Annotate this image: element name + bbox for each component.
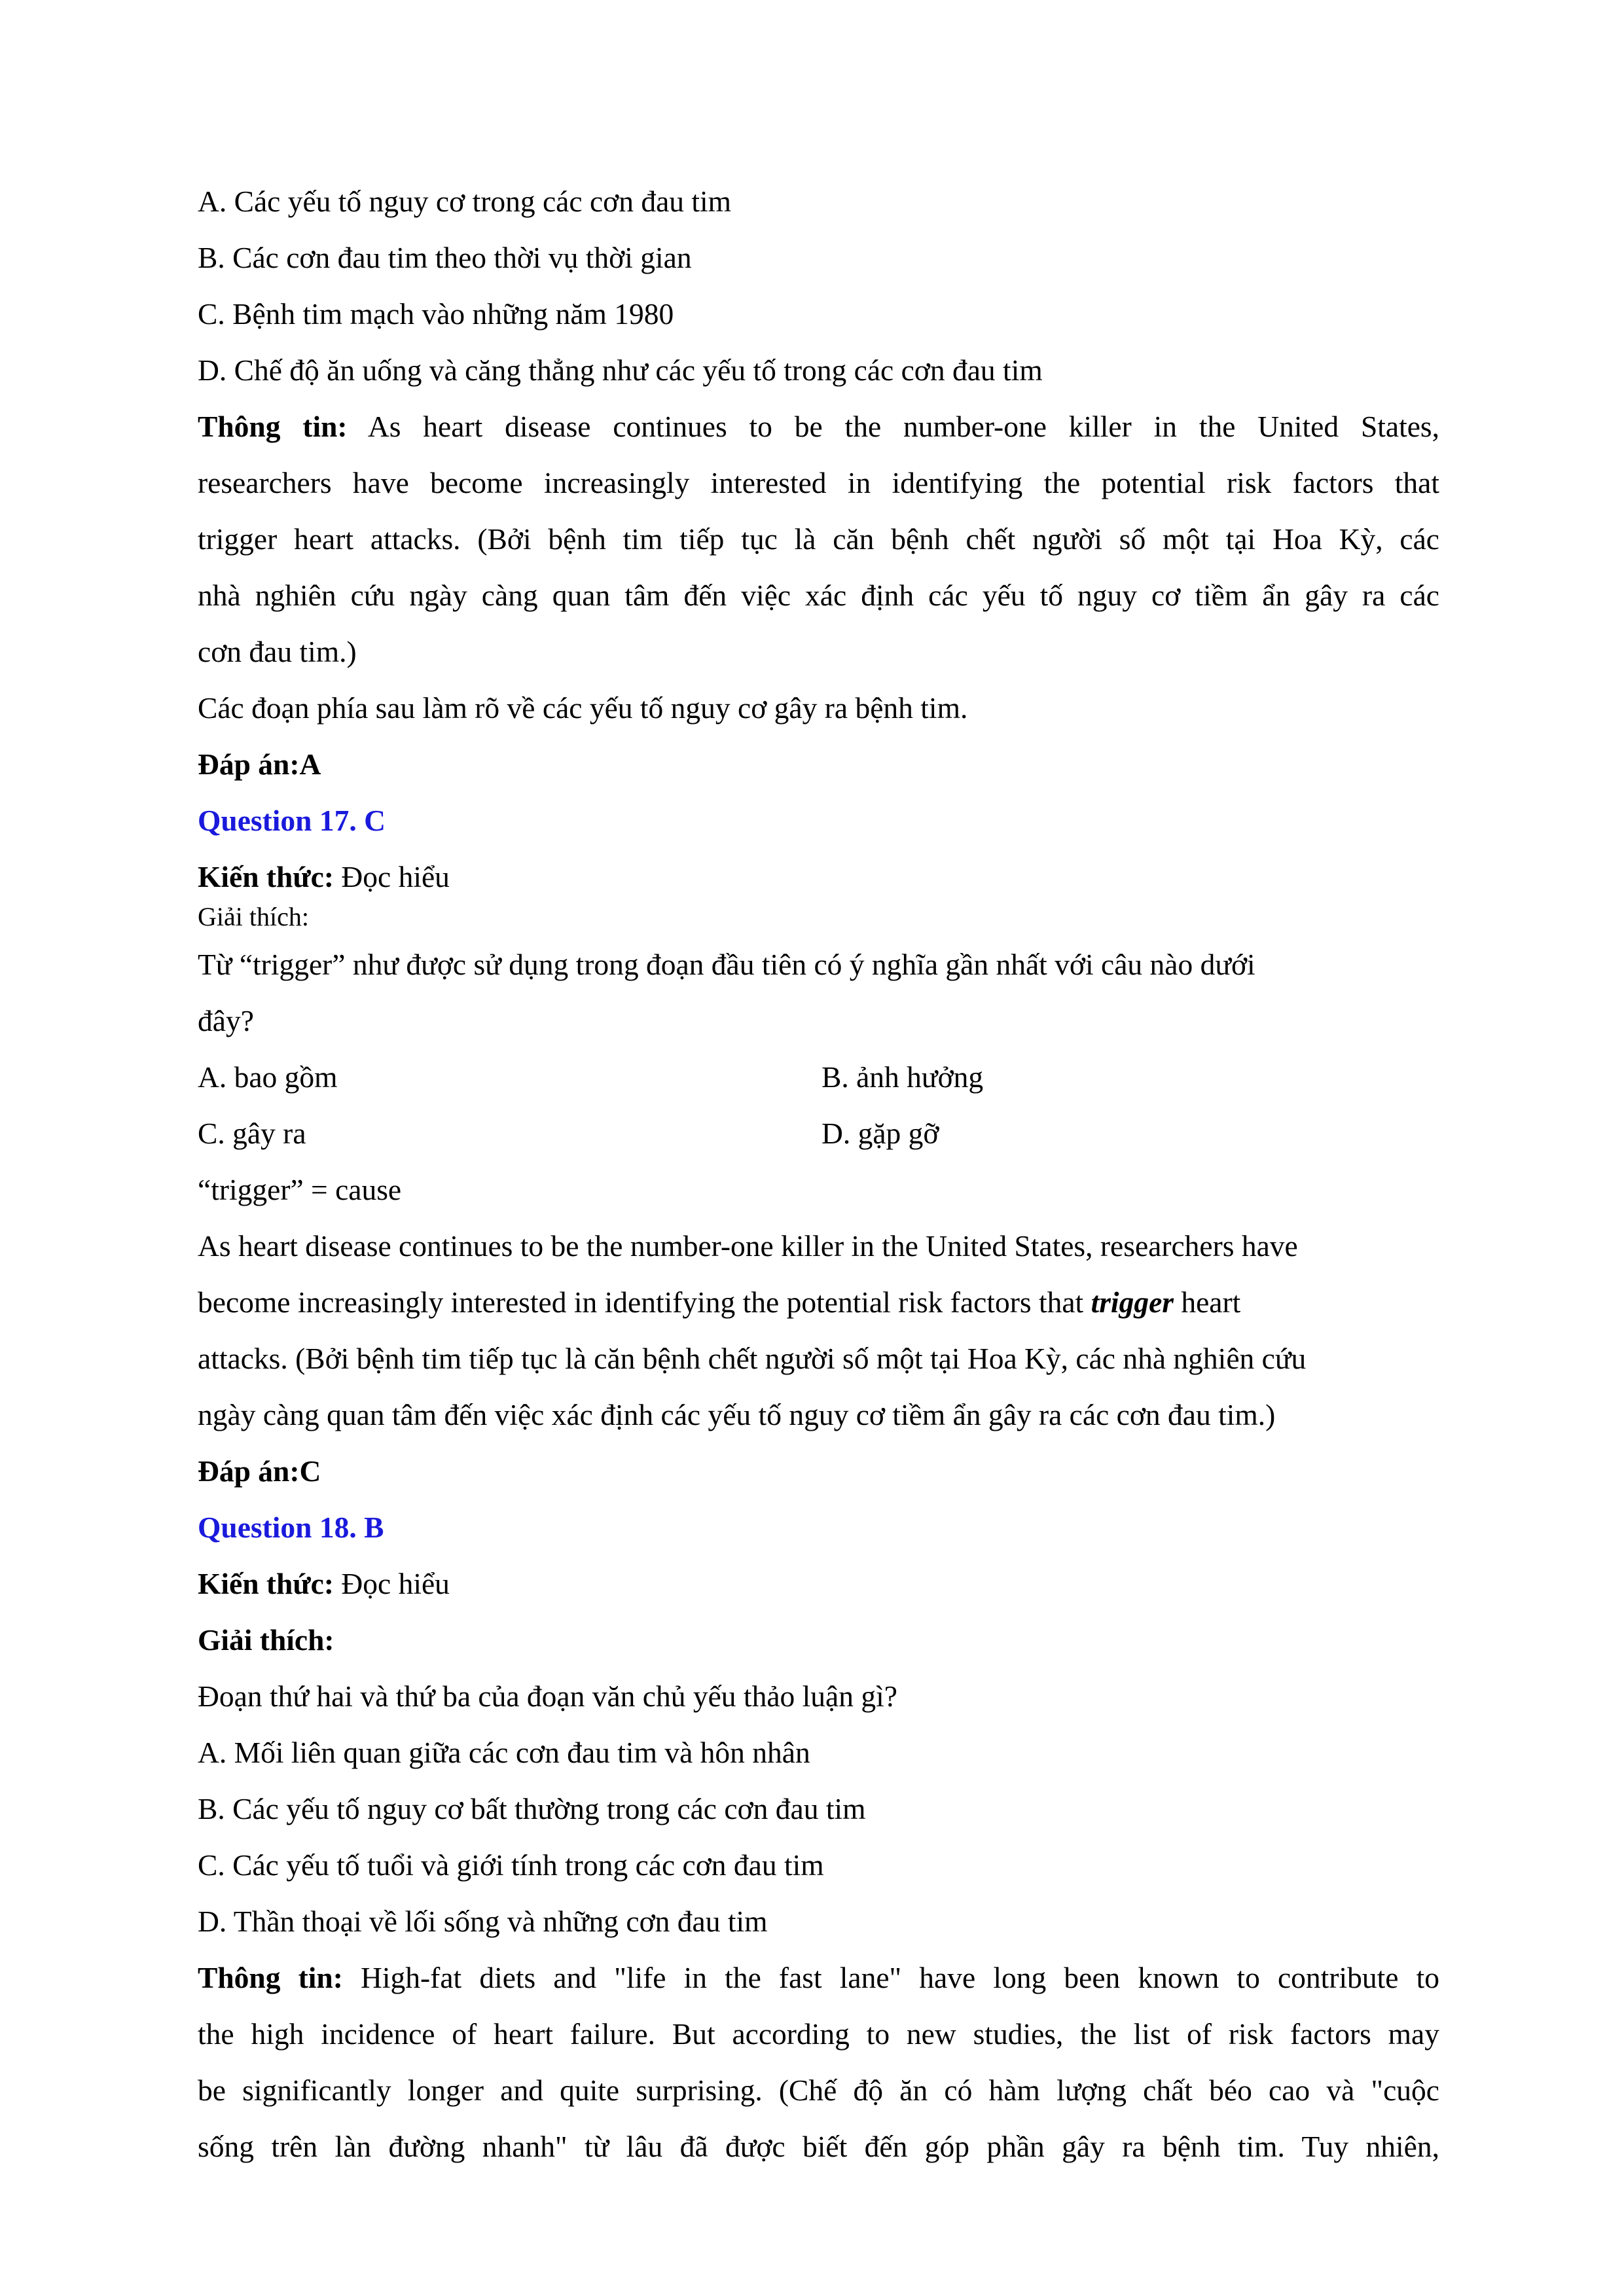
q17-equation: “trigger” = cause [198,1173,402,1206]
q18-option-b: B. Các yếu tố nguy cơ bất thường trong các cơn đau tim [198,1792,866,1825]
q17-option-d: D. gặp gỡ [821,1117,939,1150]
q16-answer: Đáp án:A [198,747,321,781]
q16-option-c: C. Bệnh tim mạch vào những năm 1980 [198,297,674,331]
q18-option-d: D. Thần thoại về lối sống và những cơn đau tim [198,1905,768,1938]
q16-info-line: cơn đau tim.) [198,635,357,668]
q17-option-c: C. gây ra [198,1117,306,1150]
q18-info-line: Thông tin: High-fat diets and "life in the fast lane" have long been known to contribute to [198,1961,1439,1994]
q18-info-line: be significantly longer and quite surprising. (Chế độ ăn có hàm lượng chất béo cao và "cuộc [198,2073,1439,2107]
q17-question-line: Từ “trigger” như được sử dụng trong đoạn đầu tiên có ý nghĩa gần nhất với câu nào dưới [198,948,1255,981]
q16-info-line: researchers have become increasingly interested in identifying the potential risk factors that [198,466,1439,499]
q17-passage-line: As heart disease continues to be the number-one killer in the United States, researchers have [198,1229,1298,1263]
q17-option-a: A. bao gồm [198,1060,338,1094]
q16-option-b: B. Các cơn đau tim theo thời vụ thời gian [198,241,692,274]
q16-option-a: A. Các yếu tố nguy cơ trong các cơn đau tim [198,185,732,218]
q16-info-line: Thông tin: As heart disease continues to be the number-one killer in the United States, [198,410,1440,443]
q18-knowledge: Kiến thức: Đọc hiểu [198,1567,450,1600]
q18-explain-label: Giải thích: [198,1623,334,1657]
q16-info-label: Thông tin: [198,410,348,443]
q18-option-c: C. Các yếu tố tuổi và giới tính trong các cơn đau tim [198,1848,824,1882]
q18-info-line: sống trên làn đường nhanh" từ lâu đã được biết đến góp phần gây ra bệnh tim. Tuy nhiên, [198,2130,1439,2163]
q18-info-label: Thông tin: [198,1961,343,1994]
q17-answer: Đáp án:C [198,1454,321,1488]
q18-question: Đoạn thứ hai và thứ ba của đoạn văn chủ yếu thảo luận gì? [198,1679,897,1713]
q17-option-b: B. ảnh hưởng [821,1060,984,1094]
q17-knowledge: Kiến thức: Đọc hiểu [198,860,450,893]
q17-passage-line: ngày càng quan tâm đến việc xác định các yếu tố nguy cơ tiềm ẩn gây ra các cơn đau tim.) [198,1398,1276,1431]
q18-heading: Question 18. B [198,1511,384,1544]
q18-option-a: A. Mối liên quan giữa các cơn đau tim và hôn nhân [198,1736,810,1769]
q17-explain-label: Giải thích: [198,902,309,931]
q17-passage-line: become increasingly interested in identifying the potential risk factors that trigger heart [198,1285,1241,1319]
q17-heading: Question 17. C [198,804,386,837]
q16-info-line: trigger heart attacks. (Bởi bệnh tim tiếp tục là căn bệnh chết người số một tại Hoa Kỳ, các [198,522,1439,556]
q17-keyword: trigger [1091,1285,1174,1319]
q18-knowledge-label: Kiến thức: [198,1567,334,1600]
q18-info-line: the high incidence of heart failure. But according to new studies, the list of risk factors may [198,2017,1439,2051]
q16-option-d: D. Chế độ ăn uống và căng thẳng như các yếu tố trong các cơn đau tim [198,353,1043,387]
q17-knowledge-label: Kiến thức: [198,860,334,893]
q16-info-line: nhà nghiên cứu ngày càng quan tâm đến việc xác định các yếu tố nguy cơ tiềm ẩn gây ra các [198,579,1439,612]
q16-note: Các đoạn phía sau làm rõ về các yếu tố nguy cơ gây ra bệnh tim. [198,691,968,725]
q17-passage-line: attacks. (Bởi bệnh tim tiếp tục là căn bệnh chết người số một tại Hoa Kỳ, các nhà nghiên cứu [198,1342,1307,1375]
q17-question-line: đây? [198,1004,254,1037]
